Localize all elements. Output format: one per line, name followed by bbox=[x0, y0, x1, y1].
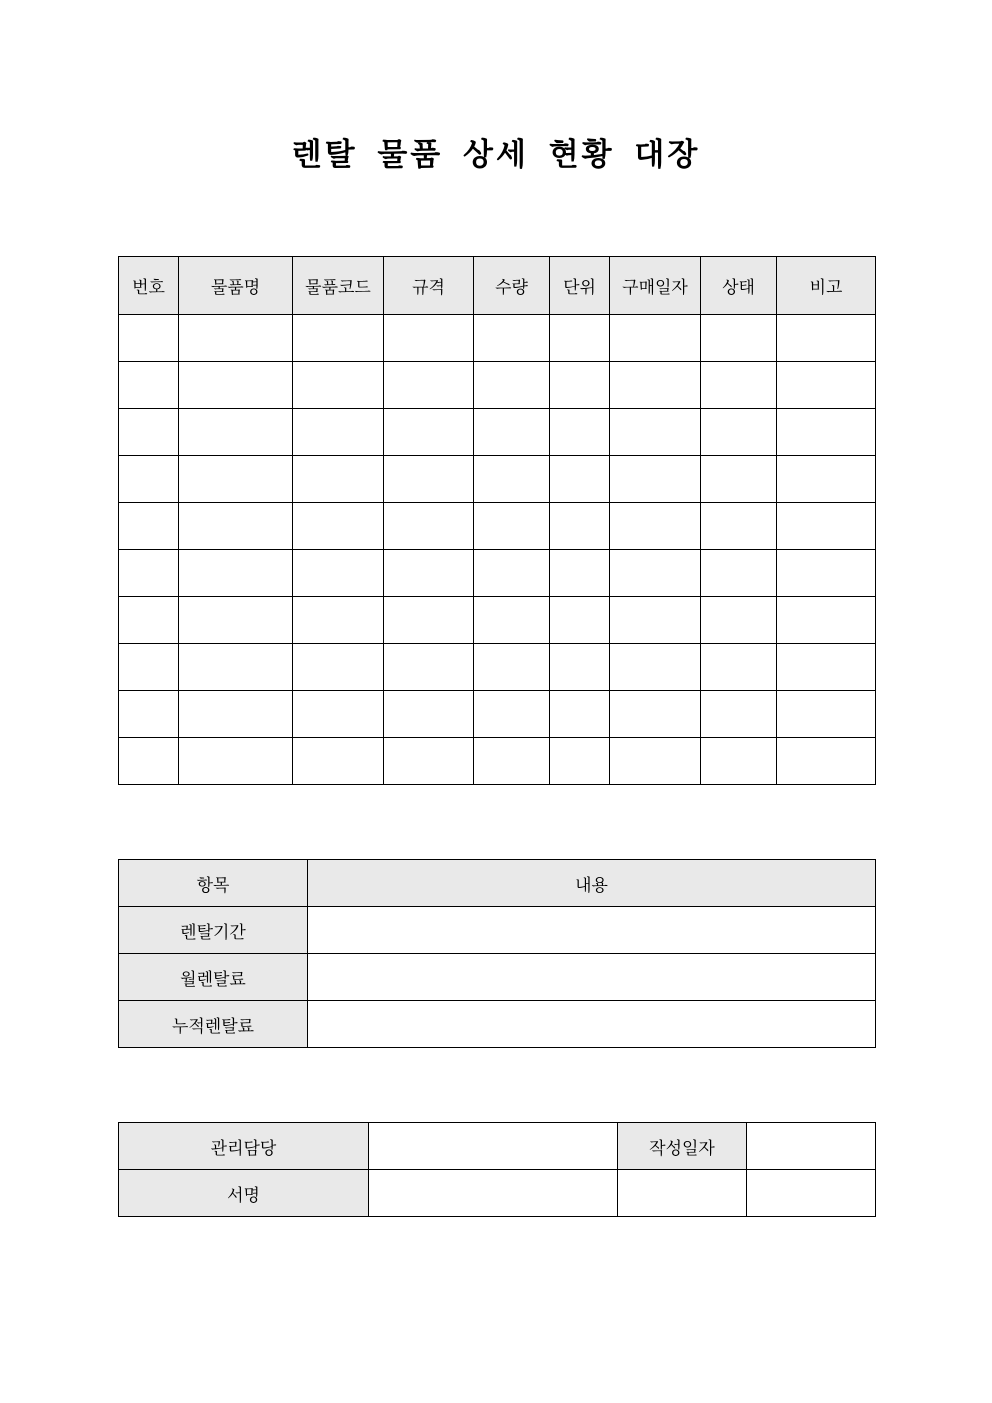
table-cell[interactable] bbox=[701, 456, 777, 503]
table-cell[interactable] bbox=[384, 597, 474, 644]
sign-row-manager bbox=[119, 1123, 876, 1170]
summary-header-row bbox=[119, 860, 876, 907]
table-cell[interactable] bbox=[384, 456, 474, 503]
table-cell[interactable] bbox=[701, 691, 777, 738]
table-cell[interactable] bbox=[610, 409, 701, 456]
date-value-cell[interactable] bbox=[747, 1123, 876, 1170]
table-cell[interactable] bbox=[474, 691, 550, 738]
document-title: 렌탈 물품 상세 현황 대장 bbox=[291, 137, 701, 173]
table-cell[interactable] bbox=[701, 550, 777, 597]
table-row bbox=[119, 362, 876, 409]
table-cell[interactable] bbox=[384, 315, 474, 362]
summary-label: 렌탈기간 bbox=[119, 907, 308, 954]
table-cell[interactable] bbox=[777, 644, 876, 691]
table-row bbox=[119, 315, 876, 362]
table-cell[interactable] bbox=[119, 644, 179, 691]
manager-value-cell[interactable] bbox=[369, 1123, 618, 1170]
table-cell[interactable] bbox=[701, 362, 777, 409]
table-row bbox=[119, 550, 876, 597]
table-cell[interactable] bbox=[293, 644, 384, 691]
table-cell[interactable] bbox=[293, 409, 384, 456]
table-cell[interactable] bbox=[179, 597, 293, 644]
table-cell[interactable] bbox=[119, 362, 179, 409]
table-cell[interactable] bbox=[179, 691, 293, 738]
table-cell[interactable] bbox=[384, 503, 474, 550]
manager-label: 관리담당 bbox=[119, 1123, 369, 1170]
summary-value-cell[interactable] bbox=[308, 907, 876, 954]
table-cell[interactable] bbox=[777, 315, 876, 362]
table-header-row bbox=[119, 257, 876, 315]
column-header: 단위 bbox=[550, 257, 610, 315]
table-cell[interactable] bbox=[701, 644, 777, 691]
column-header: 상태 bbox=[701, 257, 777, 315]
table-cell[interactable] bbox=[293, 503, 384, 550]
table-cell[interactable] bbox=[777, 691, 876, 738]
table-cell[interactable] bbox=[550, 550, 610, 597]
table-cell[interactable] bbox=[474, 315, 550, 362]
table-cell[interactable] bbox=[384, 409, 474, 456]
table-row bbox=[119, 456, 876, 503]
table-cell[interactable] bbox=[701, 315, 777, 362]
table-cell[interactable] bbox=[474, 550, 550, 597]
table-cell[interactable] bbox=[777, 597, 876, 644]
table-cell[interactable] bbox=[474, 456, 550, 503]
table-cell[interactable] bbox=[610, 597, 701, 644]
table-cell[interactable] bbox=[777, 362, 876, 409]
table-row bbox=[119, 503, 876, 550]
table-cell[interactable] bbox=[610, 362, 701, 409]
date-label: 작성일자 bbox=[618, 1123, 747, 1170]
summary-header-content: 내용 bbox=[308, 860, 876, 907]
signature-label: 서명 bbox=[119, 1170, 369, 1217]
table-cell[interactable] bbox=[550, 644, 610, 691]
summary-row-monthly-fee bbox=[119, 954, 876, 1001]
table-cell[interactable] bbox=[384, 738, 474, 785]
summary-value-cell[interactable] bbox=[308, 1001, 876, 1048]
table-cell[interactable] bbox=[550, 315, 610, 362]
column-header: 구매일자 bbox=[610, 257, 701, 315]
table-cell[interactable] bbox=[610, 644, 701, 691]
table-cell[interactable] bbox=[293, 691, 384, 738]
table-cell[interactable] bbox=[474, 409, 550, 456]
signature-value-cell[interactable] bbox=[369, 1170, 618, 1217]
table-cell[interactable] bbox=[293, 315, 384, 362]
table-cell[interactable] bbox=[701, 503, 777, 550]
table-cell[interactable] bbox=[610, 550, 701, 597]
table-cell[interactable] bbox=[701, 409, 777, 456]
table-cell[interactable] bbox=[474, 738, 550, 785]
sign-extra-cell[interactable] bbox=[618, 1170, 747, 1217]
table-cell[interactable] bbox=[179, 362, 293, 409]
table-cell[interactable] bbox=[550, 362, 610, 409]
table-cell[interactable] bbox=[119, 409, 179, 456]
table-cell[interactable] bbox=[119, 550, 179, 597]
column-header: 수량 bbox=[474, 257, 550, 315]
sign-row-signature bbox=[119, 1170, 876, 1217]
table-cell[interactable] bbox=[610, 691, 701, 738]
table-cell[interactable] bbox=[474, 644, 550, 691]
rental-item-table bbox=[118, 256, 876, 785]
table-cell[interactable] bbox=[119, 503, 179, 550]
table-cell[interactable] bbox=[474, 362, 550, 409]
table-row bbox=[119, 644, 876, 691]
table-cell[interactable] bbox=[701, 738, 777, 785]
table-cell[interactable] bbox=[550, 456, 610, 503]
table-cell[interactable] bbox=[777, 550, 876, 597]
table-row bbox=[119, 409, 876, 456]
table-cell[interactable] bbox=[119, 691, 179, 738]
table-cell[interactable] bbox=[293, 550, 384, 597]
table-cell[interactable] bbox=[293, 738, 384, 785]
table-cell[interactable] bbox=[777, 456, 876, 503]
rental-summary-table bbox=[118, 859, 876, 1048]
summary-row-cumulative-fee bbox=[119, 1001, 876, 1048]
summary-label: 누적렌탈료 bbox=[119, 1001, 308, 1048]
table-cell[interactable] bbox=[179, 550, 293, 597]
table-cell[interactable] bbox=[550, 738, 610, 785]
table-cell[interactable] bbox=[550, 503, 610, 550]
column-header: 물품명 bbox=[179, 257, 293, 315]
table-cell[interactable] bbox=[293, 362, 384, 409]
column-header: 번호 bbox=[119, 257, 179, 315]
summary-value-cell[interactable] bbox=[308, 954, 876, 1001]
table-cell[interactable] bbox=[179, 503, 293, 550]
table-cell[interactable] bbox=[474, 503, 550, 550]
table-cell[interactable] bbox=[610, 456, 701, 503]
column-header: 비고 bbox=[777, 257, 876, 315]
table-cell[interactable] bbox=[119, 738, 179, 785]
table-cell[interactable] bbox=[610, 503, 701, 550]
table-row bbox=[119, 738, 876, 785]
table-cell[interactable] bbox=[384, 644, 474, 691]
table-cell[interactable] bbox=[777, 409, 876, 456]
signature-table bbox=[118, 1122, 876, 1217]
table-cell[interactable] bbox=[777, 738, 876, 785]
table-cell[interactable] bbox=[293, 456, 384, 503]
table-cell[interactable] bbox=[119, 456, 179, 503]
table-cell[interactable] bbox=[610, 315, 701, 362]
column-header: 규격 bbox=[384, 257, 474, 315]
table-cell[interactable] bbox=[179, 738, 293, 785]
table-cell[interactable] bbox=[777, 503, 876, 550]
table-cell[interactable] bbox=[550, 691, 610, 738]
table-cell[interactable] bbox=[119, 597, 179, 644]
table-cell[interactable] bbox=[701, 597, 777, 644]
table-cell[interactable] bbox=[179, 315, 293, 362]
table-cell[interactable] bbox=[610, 738, 701, 785]
table-row bbox=[119, 691, 876, 738]
summary-label: 월렌탈료 bbox=[119, 954, 308, 1001]
summary-header-item: 항목 bbox=[119, 860, 308, 907]
sign-extra-cell[interactable] bbox=[747, 1170, 876, 1217]
table-cell[interactable] bbox=[293, 597, 384, 644]
table-row bbox=[119, 597, 876, 644]
table-cell[interactable] bbox=[384, 550, 474, 597]
table-cell[interactable] bbox=[474, 597, 550, 644]
summary-row-rental-period bbox=[119, 907, 876, 954]
table-cell[interactable] bbox=[179, 644, 293, 691]
table-cell[interactable] bbox=[384, 362, 474, 409]
table-cell[interactable] bbox=[179, 456, 293, 503]
table-cell[interactable] bbox=[550, 597, 610, 644]
table-cell[interactable] bbox=[179, 409, 293, 456]
table-cell[interactable] bbox=[550, 409, 610, 456]
table-cell[interactable] bbox=[384, 691, 474, 738]
table-cell[interactable] bbox=[119, 315, 179, 362]
column-header: 물품코드 bbox=[293, 257, 384, 315]
